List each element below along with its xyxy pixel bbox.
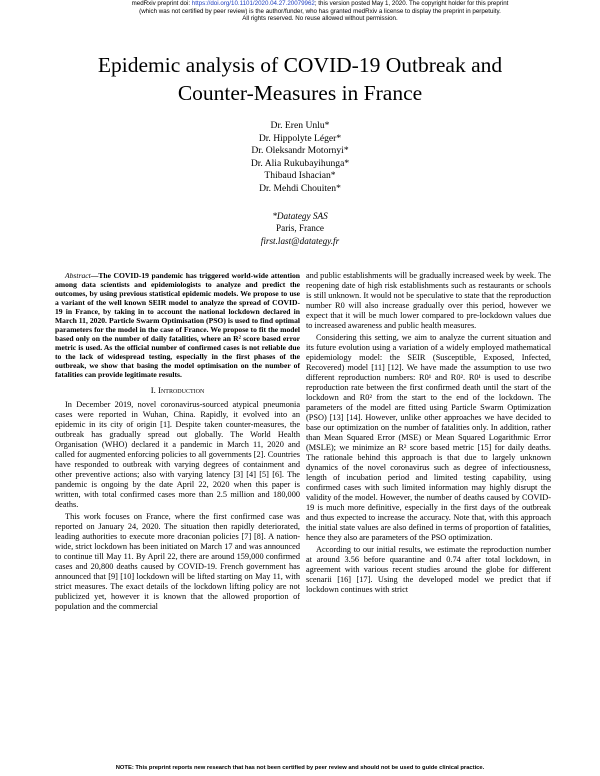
- preprint-notice: [100, 0, 540, 23]
- author-list: [150, 120, 450, 195]
- author-name: Dr. Eren Unlu*: [270, 120, 330, 131]
- body-paragraph: According to our initial results, we estimate the reproduction number at around 3.56 before quarantine and 0.74 after total lockdown, in agreement with various recent studies around the globe for different scenarii [16] [17]. Using the developed model we predict that if lockdown continues with strict: [306, 545, 551, 594]
- right-column: [306, 271, 551, 597]
- affiliation: [200, 210, 400, 247]
- left-column: [55, 271, 300, 614]
- abstract: [55, 271, 300, 379]
- notice-line-3: All rights reserved. No reuse allowed without permission.: [242, 15, 398, 23]
- body-paragraph: In December 2019, novel coronavirus-sourced atypical pneumonia cases were reported in Wuhan, China. Rapidly, it evolved into an epidemic in its city of origin [1]. Despite taken counter-measures, the outbreak has gradually spread out globally. The World Health Organisation (WHO) declared it a pandemic in March 11, 2020 and called for augmented enforcing policies to all governments [2]. Countries have responded to outbreak with varying degrees of containment and other preventive actions; also with varying latency [3] [4] [5] [6]. The pandemic is ongoing by the date April 22, 2020 when this paper is written, with total confirmed cases more than 2.5 million and 180,000 deaths.: [55, 400, 300, 509]
- title-line-2: Counter-Measures in France: [177, 81, 423, 105]
- author-name: Dr. Oleksandr Motornyi*: [251, 145, 349, 156]
- notice-line-2: (which was not certified by peer review) is the author/funder, who has granted medRxiv a license to display the preprint in perpetuity.: [139, 7, 501, 15]
- affiliation-city: Paris, France: [276, 223, 324, 234]
- body-paragraph: Considering this setting, we aim to analyze the current situation and its future evolution using a variation of a widely employed mathematical epidemiology model: the SEIR (Susceptible, Exposed, Infected, Recovered) model [11] [12]. We have made the assumption to use two different reproduction numbers: R0¹ and R0². R0¹ is used to describe reproduction rate between the first confirmed death until the start of the lockdown and R0² from the start to the end of the lockdown. The parameters of the model are fitted using Particle Swarm Optimization (PSO) [13] [14]. However, unlike other approaches we have decided to base our optimization on the number of fatalities only. In addition, rather than Mean Squared Error (MSE) or Mean Squared Logarithmic Error (MSLE); we minimize an R² score based metric [15] for daily deaths. The rationale behind this approach is that due to largely unknown dynamics of the novel coronavirus such as degree of infectiousness, length of incubation period and limited testing capability, using confirmed cases with such limited information may highly disrupt the validity of the model. However, the number of deaths caused by COVID-19 is much more definitive, especially in the first days of the outbreak and thus expected to increase the accuracy. Note that, with this approach the initial state values are also defined in terms of proportion of fatalities, hence they also are parameters of the PSO optimization.: [306, 333, 551, 542]
- author-name: Thibaud Ishacian*: [264, 170, 336, 181]
- notice-line-1: medRxiv preprint doi: https://doi.org/10.1101/2020.04.27.20079962; this version posted May 1, 2020. The copyright holder for this preprint: [131, 0, 509, 7]
- footer-note: NOTE: This preprint reports new research that has not been certified by peer review and should not be used to guide clinical practice.: [115, 765, 485, 771]
- author-name: Dr. Mehdi Chouiten*: [259, 182, 341, 194]
- author-name: Dr. Hippolyte Léger*: [258, 132, 342, 144]
- paper-title: [40, 51, 560, 107]
- doi-link[interactable]: https://doi.org/10.1101/2020.04.27.20079962: [191, 0, 315, 7]
- title-line-1: Epidemic analysis of COVID-19 Outbreak and: [97, 53, 503, 77]
- author-name: Dr. Alia Rukubayihunga*: [250, 157, 350, 169]
- section-heading: I. Introduction: [150, 385, 205, 395]
- body-paragraph: This work focuses on France, where the first confirmed case was reported on January 24, 2020. The situation then rapidly deteriorated, leading authorities to execute more draconian policies [7] [8]. A nation-wide, strict lockdown has been initiated on March 17 and was announced to continue till May 11. By April 22, there are around 159,000 confirmed cases and 20,800 deaths caused by COVID-19. French government has announced that [9] [10] lockdown will be lifted starting on May 11, with strict measures. The exact details of the lockdown lifting policy are not publicized yet, however it is known that the allowed proportion of population and the commercial: [55, 512, 300, 611]
- body-paragraph: and public establishments will be gradually increased week by week. The reopening date of high risk establishments such as restaurants or schools is still unknown. It would not be speculative to state that the reproduction number R0 will also increase gradually over this period, however we expect that it will be much lower compared to pre-lockdown values due to increased awareness and public health measures.: [306, 271, 551, 330]
- abstract-body: —The COVID-19 pandemic has triggered world-wide attention among data scientists and epidemiologists to analyze and predict the outcomes, by using previous statistical epidemic models. We propose to use a variant of the well known SEIR model to analyze the spread of COVID-19 in France, by taking in to account the national lockdown declared in March 11, 2020. Particle Swarm Optimisation (PSO) is used to find optimal parameters for the model in the case of France. We propose to fit the model based only on the number of daily fatalities, where an R² score based error metric is used. As the official number of confirmed cases is not reliable due to the lack of widespread testing, especially in the first phases of the outbreak, we show that basing the model optimisation on the number of fatalities can provide legitimate results.: [55, 271, 300, 379]
- affiliation-email: first.last@datategy.fr: [260, 235, 340, 246]
- abstract-lead: Abstract: [65, 271, 91, 280]
- affiliation-org: *Datategy SAS: [272, 211, 328, 221]
